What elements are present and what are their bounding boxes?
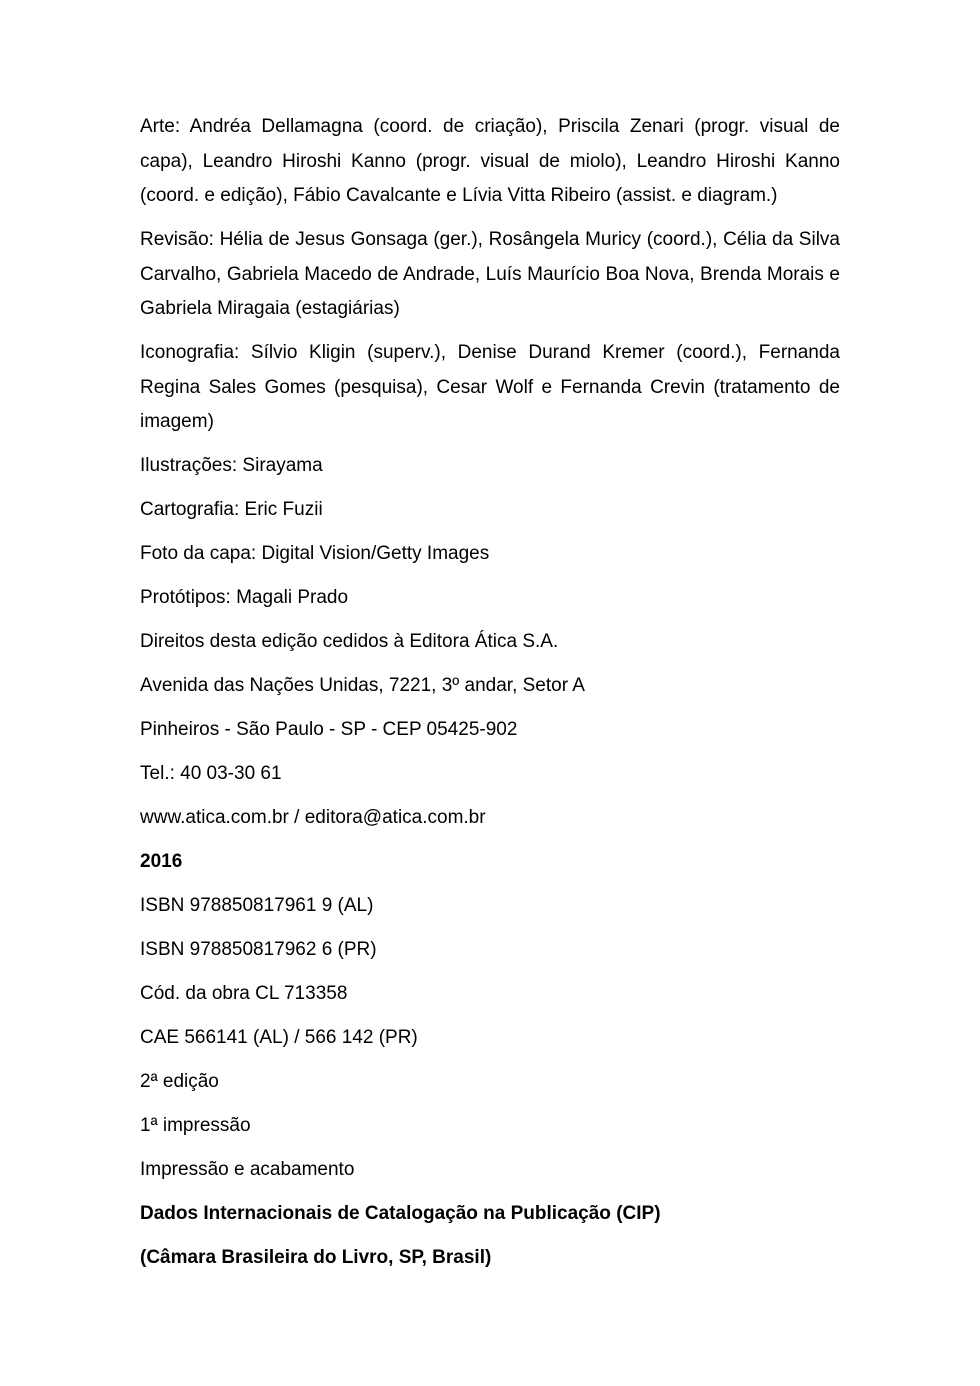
credits-iconografia: Iconografia: Sílvio Kligin (superv.), Denise Durand Kremer (coord.), Fernanda Regina Sales Gomes (pesquisa), Cesar Wolf e Fernanda Crevin (tratamento de imagem) <box>140 342 840 432</box>
cip-subtitle: (Câmara Brasileira do Livro, SP, Brasil) <box>140 1247 492 1268</box>
publisher-phone: Tel.: 40 03-30 61 <box>140 763 282 784</box>
credits-revisao: Revisão: Hélia de Jesus Gonsaga (ger.), Rosângela Muricy (coord.), Célia da Silva Carvalho, Gabriela Macedo de Andrade, Luís Maurício Boa Nova, Brenda Morais e Gabriela Miragaia (estagiárias) <box>140 229 840 319</box>
credits-cartografia: Cartografia: Eric Fuzii <box>140 499 323 520</box>
edition-year: 2016 <box>140 851 183 872</box>
print-finishing: Impressão e acabamento <box>140 1159 355 1180</box>
cod-obra: Cód. da obra CL 713358 <box>140 983 348 1004</box>
isbn-pr: ISBN 978850817962 6 (PR) <box>140 939 377 960</box>
credits-prototipos: Protótipos: Magali Prado <box>140 587 349 608</box>
credits-ilustracoes: Ilustrações: Sirayama <box>140 455 323 476</box>
publisher-rights: Direitos desta edição cedidos à Editora Ática S.A. <box>140 631 559 652</box>
colophon-page <box>140 110 840 1285</box>
isbn-al: ISBN 978850817961 9 (AL) <box>140 895 374 916</box>
publisher-address-line2: Pinheiros - São Paulo - SP - CEP 05425-902 <box>140 719 518 740</box>
print-number: 1ª impressão <box>140 1115 251 1136</box>
cip-title: Dados Internacionais de Catalogação na Publicação (CIP) <box>140 1203 661 1224</box>
edition-number: 2ª edição <box>140 1071 219 1092</box>
credits-arte: Arte: Andréa Dellamagna (coord. de criação), Priscila Zenari (progr. visual de capa), Leandro Hiroshi Kanno (progr. visual de miolo), Leandro Hiroshi Kanno (coord. e edição), Fábio Cavalcante e Lívia Vitta Ribeiro (assist. e diagram.) <box>140 116 840 206</box>
publisher-address-line1: Avenida das Nações Unidas, 7221, 3º andar, Setor A <box>140 675 585 696</box>
credits-foto-capa: Foto da capa: Digital Vision/Getty Images <box>140 543 490 564</box>
cae-code: CAE 566141 (AL) / 566 142 (PR) <box>140 1027 418 1048</box>
publisher-web-email: www.atica.com.br / editora@atica.com.br <box>140 807 486 828</box>
